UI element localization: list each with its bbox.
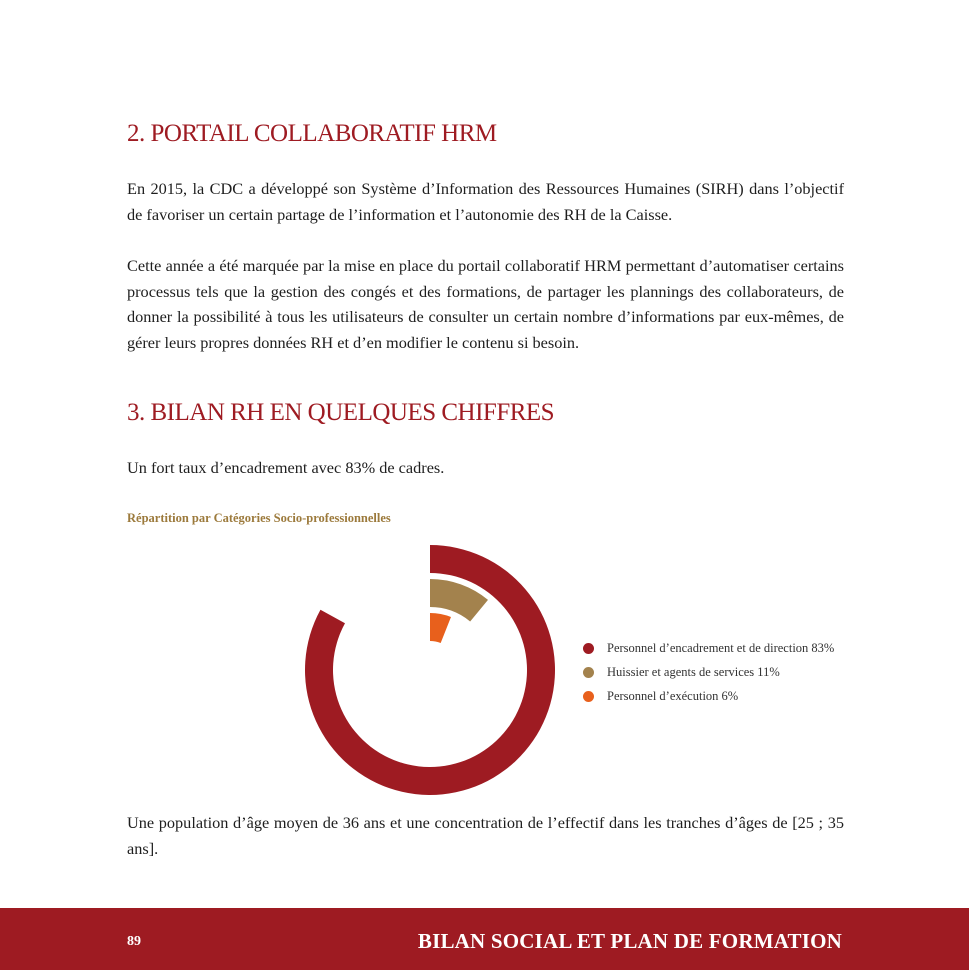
legend-label-execution: Personnel d’exécution 6%	[607, 688, 739, 703]
section-2-paragraph-2: Cette année a été marquée par la mise en place du portail collaboratif HRM permettant d’automatiser certains processus tels que la gestion des congés et des formations, de partager les plannings des collaborateurs, de donner la possibilité à tous les utilisateurs de consulter un certain nombre d’informations par eux-mêmes, de gérer leurs propres données RH et d’en modifier le contenu si besoin.	[127, 256, 844, 352]
section-2-paragraph-1: En 2015, la CDC a développé son Système d’Information des Ressources Humaines (SIRH) dans l’objectif de favoriser un certain partage de l’information et l’autonomie des RH de la Caisse.	[127, 179, 844, 224]
footer-bar	[0, 908, 969, 970]
legend-swatch-encadrement	[583, 643, 594, 654]
section-3-heading: 3. BILAN RH EN QUELQUES CHIFFRES	[127, 399, 555, 426]
section-2-heading: 2. PORTAIL COLLABORATIF HRM	[127, 120, 497, 147]
donut-chart	[300, 540, 560, 800]
section-3-closing: Une population d’âge moyen de 36 ans et une concentration de l’effectif dans les tranches d’âges de [25 ; 35 ans].	[127, 813, 844, 858]
legend-label-encadrement: Personnel d’encadrement et de direction 83%	[607, 640, 835, 655]
legend-swatch-huissier	[583, 667, 594, 678]
legend-swatch-execution	[583, 691, 594, 702]
donut-slice-execution	[430, 613, 451, 643]
legend-item-execution	[583, 684, 834, 708]
legend-label-huissier: Huissier et agents de services 11%	[607, 664, 780, 679]
page-number: 89	[127, 934, 141, 949]
chart-title: Répartition par Catégories Socio-professionnelles	[127, 511, 391, 525]
legend-item-huissier	[583, 660, 834, 684]
chart-legend	[583, 636, 834, 708]
section-3-intro: Un fort taux d’encadrement avec 83% de cadres.	[127, 458, 445, 477]
footer-title: BILAN SOCIAL ET PLAN DE FORMATION	[417, 929, 842, 953]
legend-item-encadrement	[583, 636, 834, 660]
